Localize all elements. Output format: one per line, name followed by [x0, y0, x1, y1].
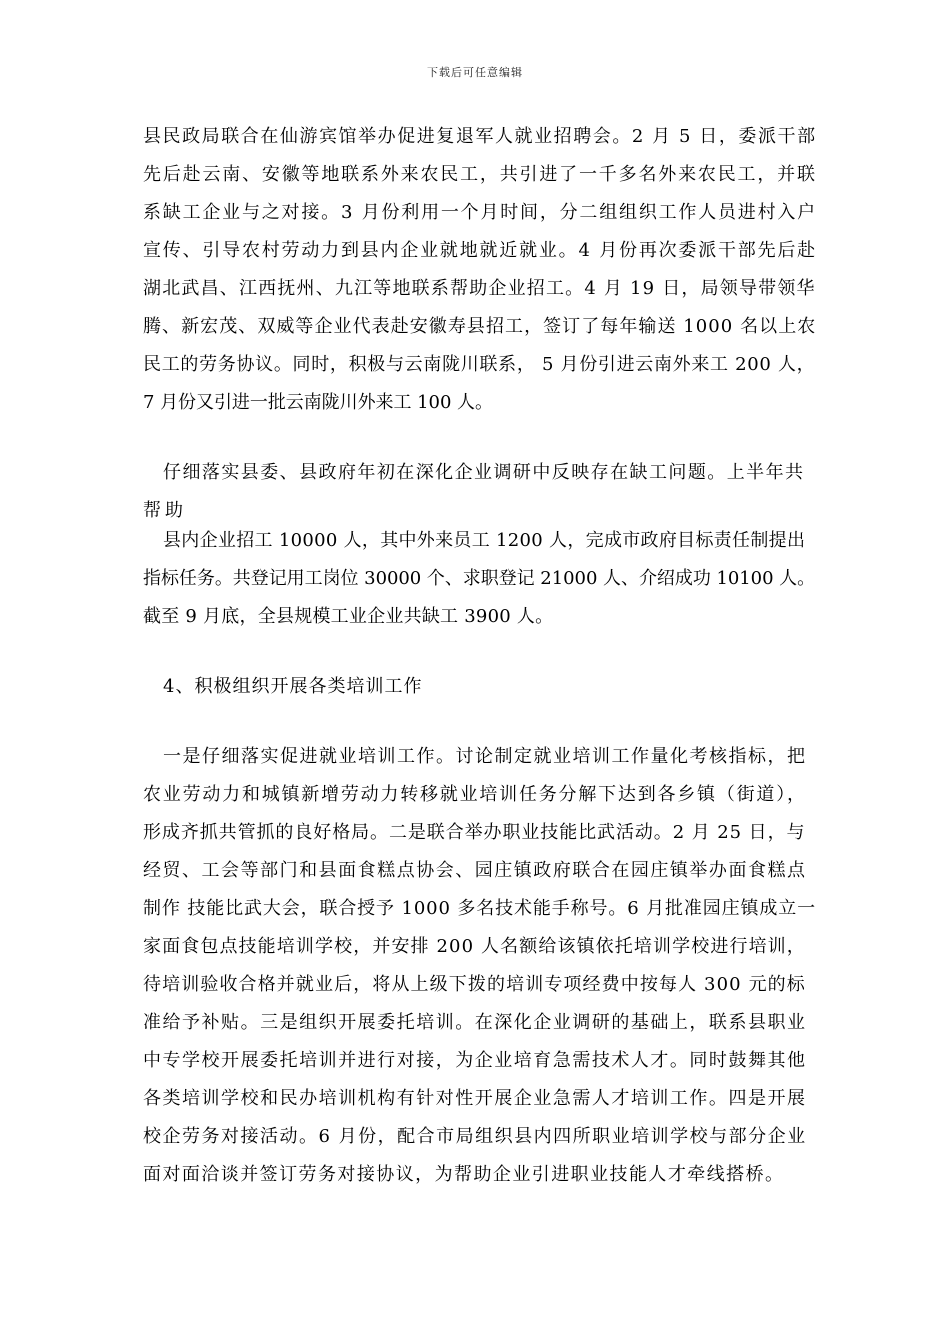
text-line: 待培训验收合格并就业后，将从上级下拨的培训专项经费中按每人 300 元的标	[143, 974, 806, 995]
text-line: 准给予补贴。三是组织开展委托培训。在深化企业调研的基础上，联系县职业	[143, 1012, 807, 1033]
text-line: 校企劳务对接活动。6 月份，配合市局组织县内四所职业培训学校与部分企业	[143, 1126, 807, 1147]
text-line: 宣传、引导农村劳动力到县内企业就地就近就业。4 月份再次委派干部先后赴	[143, 240, 817, 261]
text-line: 家面食包点技能培训学校，并安排 200 人名额给该镇依托培训学校进行培训，	[143, 936, 806, 957]
text-line: 经贸、工会等部门和县面食糕点协会、园庄镇政府联合在园庄镇举办面食糕点	[143, 860, 807, 881]
text-line: 指标任务。共登记用工岗位 30000 个、求职登记 21000 人、介绍成功 10100 人。	[143, 568, 816, 589]
text-line: 形成齐抓共管抓的良好格局。二是联合举办职业技能比武活动。2 月 25 日，与	[143, 822, 806, 843]
text-line: 县民政局联合在仙游宾馆举办促进复退军人就业招聘会。2 月 5 日，委派干部	[143, 126, 817, 147]
section-heading: 4、积极组织开展各类培训工作	[163, 676, 423, 697]
text-line: 帮助	[143, 500, 187, 521]
text-line: 农业劳动力和城镇新增劳动力转移就业培训任务分解下达到各乡镇（街道），	[143, 784, 807, 805]
text-line: 仔细落实县委、县政府年初在深化企业调研中反映存在缺工问题。上半年共	[163, 462, 805, 483]
text-line: 各类培训学校和民办培训机构有针对性开展企业急需人才培训工作。四是开展	[143, 1088, 807, 1109]
page-header: 下载后可任意编辑	[427, 66, 523, 79]
text-line: 截至 9 月底，全县规模工业企业共缺工 3900 人。	[143, 606, 554, 627]
text-line: 系缺工企业与之对接。3 月份利用一个月时间，分二组组织工作人员进村入户	[143, 202, 817, 223]
text-line: 民工的劳务协议。同时，积极与云南陇川联系， 5 月份引进云南外来工 200 人，	[143, 354, 816, 375]
text-line: 一是仔细落实促进就业培训工作。讨论制定就业培训工作量化考核指标，把	[163, 746, 807, 767]
text-line: 制作 技能比武大会，联合授予 1000 多名技术能手称号。6 月批准园庄镇成立一	[143, 898, 817, 919]
text-line: 中专学校开展委托培训并进行对接，为企业培育急需技术人才。同时鼓舞其他	[143, 1050, 807, 1071]
text-line: 县内企业招工 10000 人，其中外来员工 1200 人，完成市政府目标责任制提出	[163, 530, 806, 551]
text-line: 先后赴云南、安徽等地联系外来农民工，共引进了一千多名外来农民工，并联	[143, 164, 817, 185]
text-line: 面对面洽谈并签订劳务对接协议，为帮助企业引进职业技能人才牵线搭桥。	[143, 1164, 785, 1185]
text-line: 湖北武昌、江西抚州、九江等地联系帮助企业招工。4 月 19 日，局领导带领华	[143, 278, 816, 299]
text-line: 7 月份又引进一批云南陇川外来工 100 人。	[143, 392, 493, 413]
text-line: 腾、新宏茂、双威等企业代表赴安徽寿县招工，签订了每年输送 1000 名以上农	[143, 316, 817, 337]
